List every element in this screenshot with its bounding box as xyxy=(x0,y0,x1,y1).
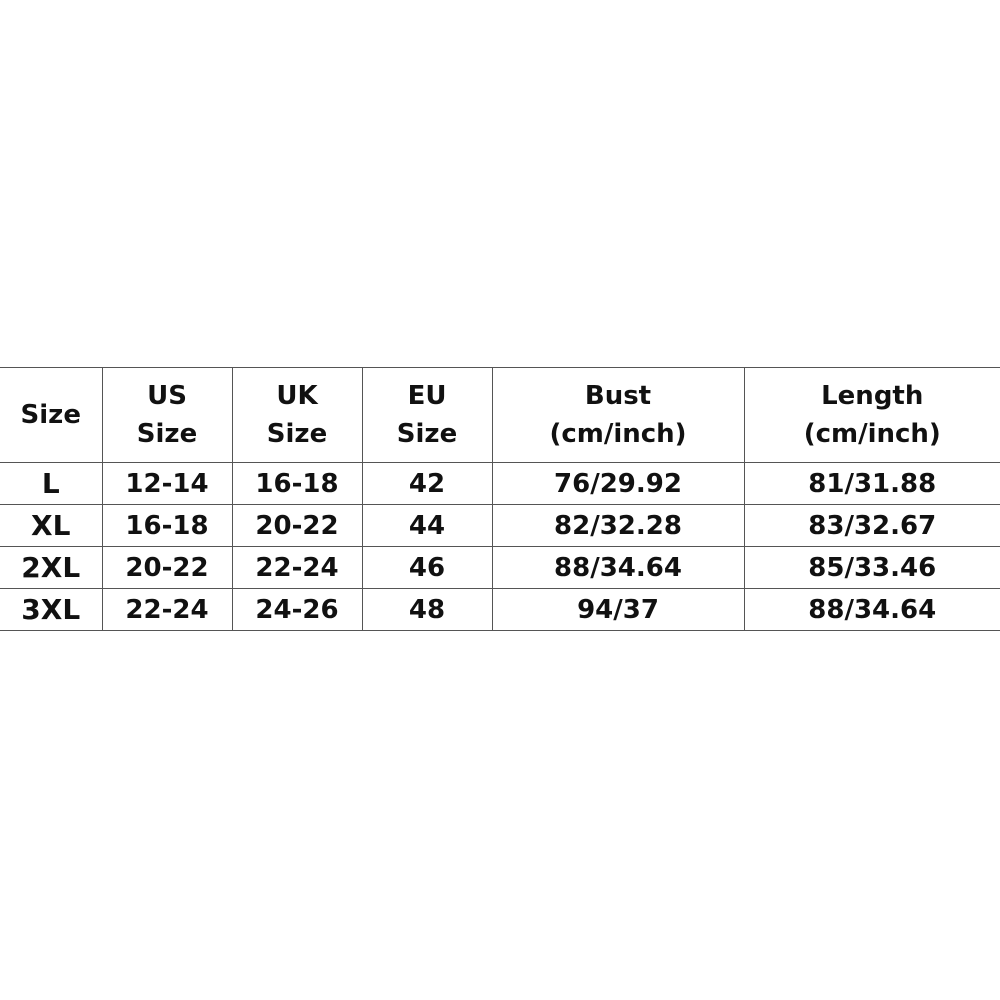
cell-eu-size: 48 xyxy=(362,589,492,631)
size-chart-table xyxy=(0,367,1000,631)
cell-bust: 88/34.64 xyxy=(492,547,744,589)
cell-size: L xyxy=(0,463,102,505)
header-uk-size xyxy=(232,368,362,463)
cell-us-size: 20-22 xyxy=(102,547,232,589)
header-uk-line2: Size xyxy=(266,419,328,449)
cell-uk-size: 16-18 xyxy=(232,463,362,505)
cell-uk-size: 22-24 xyxy=(232,547,362,589)
cell-eu-size: 44 xyxy=(362,505,492,547)
header-us-line1: US xyxy=(147,381,187,411)
cell-us-size: 12-14 xyxy=(102,463,232,505)
header-bust-line2: (cm/inch) xyxy=(549,419,687,449)
header-eu-line1: EU xyxy=(407,381,447,411)
cell-size: XL xyxy=(0,505,102,547)
cell-length: 85/33.46 xyxy=(744,547,1000,589)
header-eu-line2: Size xyxy=(396,419,458,449)
cell-length: 83/32.67 xyxy=(744,505,1000,547)
table-row xyxy=(0,589,1000,631)
cell-eu-size: 42 xyxy=(362,463,492,505)
header-size xyxy=(0,368,102,463)
size-chart-body xyxy=(0,463,1000,631)
cell-uk-size: 20-22 xyxy=(232,505,362,547)
cell-bust: 94/37 xyxy=(492,589,744,631)
cell-size: 3XL xyxy=(0,589,102,631)
header-us-line2: Size xyxy=(136,419,198,449)
header-uk-line1: UK xyxy=(276,381,318,411)
header-length-line1: Length xyxy=(821,381,924,411)
header-length xyxy=(744,368,1000,463)
table-row xyxy=(0,505,1000,547)
header-bust-line1: Bust xyxy=(584,381,652,411)
cell-eu-size: 46 xyxy=(362,547,492,589)
header-bust xyxy=(492,368,744,463)
cell-uk-size: 24-26 xyxy=(232,589,362,631)
size-chart-header xyxy=(0,368,1000,463)
header-row xyxy=(0,368,1000,463)
cell-us-size: 16-18 xyxy=(102,505,232,547)
table-row xyxy=(0,547,1000,589)
header-size-label: Size xyxy=(20,400,81,430)
cell-size: 2XL xyxy=(0,547,102,589)
cell-bust: 76/29.92 xyxy=(492,463,744,505)
header-length-line2: (cm/inch) xyxy=(803,419,941,449)
cell-us-size: 22-24 xyxy=(102,589,232,631)
header-us-size xyxy=(102,368,232,463)
cell-bust: 82/32.28 xyxy=(492,505,744,547)
cell-length: 88/34.64 xyxy=(744,589,1000,631)
header-eu-size xyxy=(362,368,492,463)
cell-length: 81/31.88 xyxy=(744,463,1000,505)
table-row xyxy=(0,463,1000,505)
